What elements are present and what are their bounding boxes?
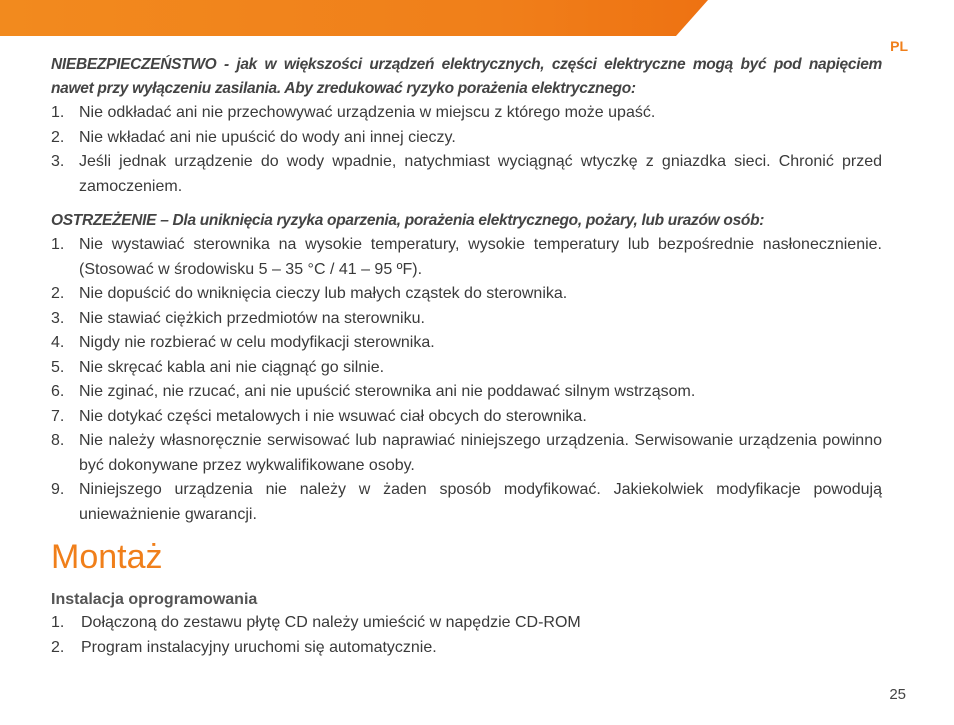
language-tag: PL [890,38,908,54]
item-text: Jeśli jednak urządzenie do wody wpadnie, natychmiast wyciągnąć wtyczkę z gniazdka sieci. Chronić przed zamoczeniem. [79,153,882,195]
item-text: Nie dopuścić do wniknięcia cieczy lub małych cząstek do sterownika. [79,285,568,302]
item-text: Nie odkładać ani nie przechowywać urządzenia w miejscu z którego może upaść. [79,104,656,121]
item-number: 6. [51,383,65,400]
item-text: Niniejszego urządzenia nie należy w żaden sposób modyfikować. Jakiekolwiek modyfikacje powodują unieważnienie gwarancji. [79,481,882,523]
item-text: Nie dotykać części metalowych i nie wsuwać ciał obcych do sterownika. [79,407,587,425]
item-number: 1. [51,614,65,631]
item-text: Nie skręcać kabla ani nie ciągnąć go silnie. [79,358,385,376]
item-text: Nie stawiać ciężkich przedmiotów na sterowniku. [79,309,425,327]
list-item [51,611,882,636]
subsection-heading: Instalacja oprogramowania [51,591,258,608]
item-number: 3. [51,153,65,170]
danger-list [51,101,882,199]
install-list [51,611,882,660]
list-item [51,331,882,356]
item-text: Nigdy nie rozbierać w celu modyfikacji sterownika. [79,334,435,351]
list-item [51,101,882,126]
section-title: Montaż [51,538,163,576]
warning-heading: OSTRZEŻENIE – Dla uniknięcia ryzyka oparzenia, porażenia elektrycznego, pożary, lub urazów osób: [51,212,765,229]
danger-heading: NIEBEZPIECZEŃSTWO - jak w większości urządzeń elektrycznych, części elektryczne mogą być pod napięciem nawet przy wyłączeniu zasilania. Aby zredukować ryzyko porażenia elektrycznego: [51,56,882,97]
item-text: Nie zginać, nie rzucać, ani nie upuścić sterownika ani nie poddawać silnym wstrząsom. [79,383,696,400]
item-number: 7. [51,407,65,425]
item-text: Nie należy własnoręcznie serwisować lub naprawiać niniejszego urządzenia. Serwisowanie urządzenia powinno być dokonywane przez wykwalifikowane osoby. [79,432,882,474]
item-number: 1. [51,236,65,253]
list-item [51,380,882,405]
item-text: Nie wystawiać sterownika na wysokie temperatury, wysokie temperatury lub bezpośrednie nasłonecznienie. (Stosować w środowisku 5 – 35 °C / 41 – 95 ºF). [79,236,882,278]
item-text: Program instalacyjny uruchomi się automatycznie. [81,638,437,656]
item-number: 5. [51,358,65,376]
list-item [51,126,882,151]
item-number: 9. [51,481,65,498]
list-item [51,282,882,307]
item-number: 2. [51,128,65,146]
item-number: 3. [51,309,65,327]
list-item [51,429,882,478]
list-item [51,478,882,527]
list-item [51,307,882,332]
list-item [51,356,882,381]
item-number: 2. [51,285,65,302]
list-item [51,150,882,199]
page-content [51,53,882,660]
list-item [51,233,882,282]
list-item [51,636,882,661]
item-text: Dołączoną do zestawu płytę CD należy umieścić w napędzie CD-ROM [81,614,581,631]
top-banner [0,0,954,36]
item-text: Nie wkładać ani nie upuścić do wody ani innej cieczy. [79,128,456,146]
list-item [51,405,882,430]
item-number: 1. [51,104,65,121]
page-number: 25 [889,686,906,703]
warning-list [51,233,882,527]
item-number: 4. [51,334,65,351]
item-number: 2. [51,638,65,656]
item-number: 8. [51,432,65,449]
